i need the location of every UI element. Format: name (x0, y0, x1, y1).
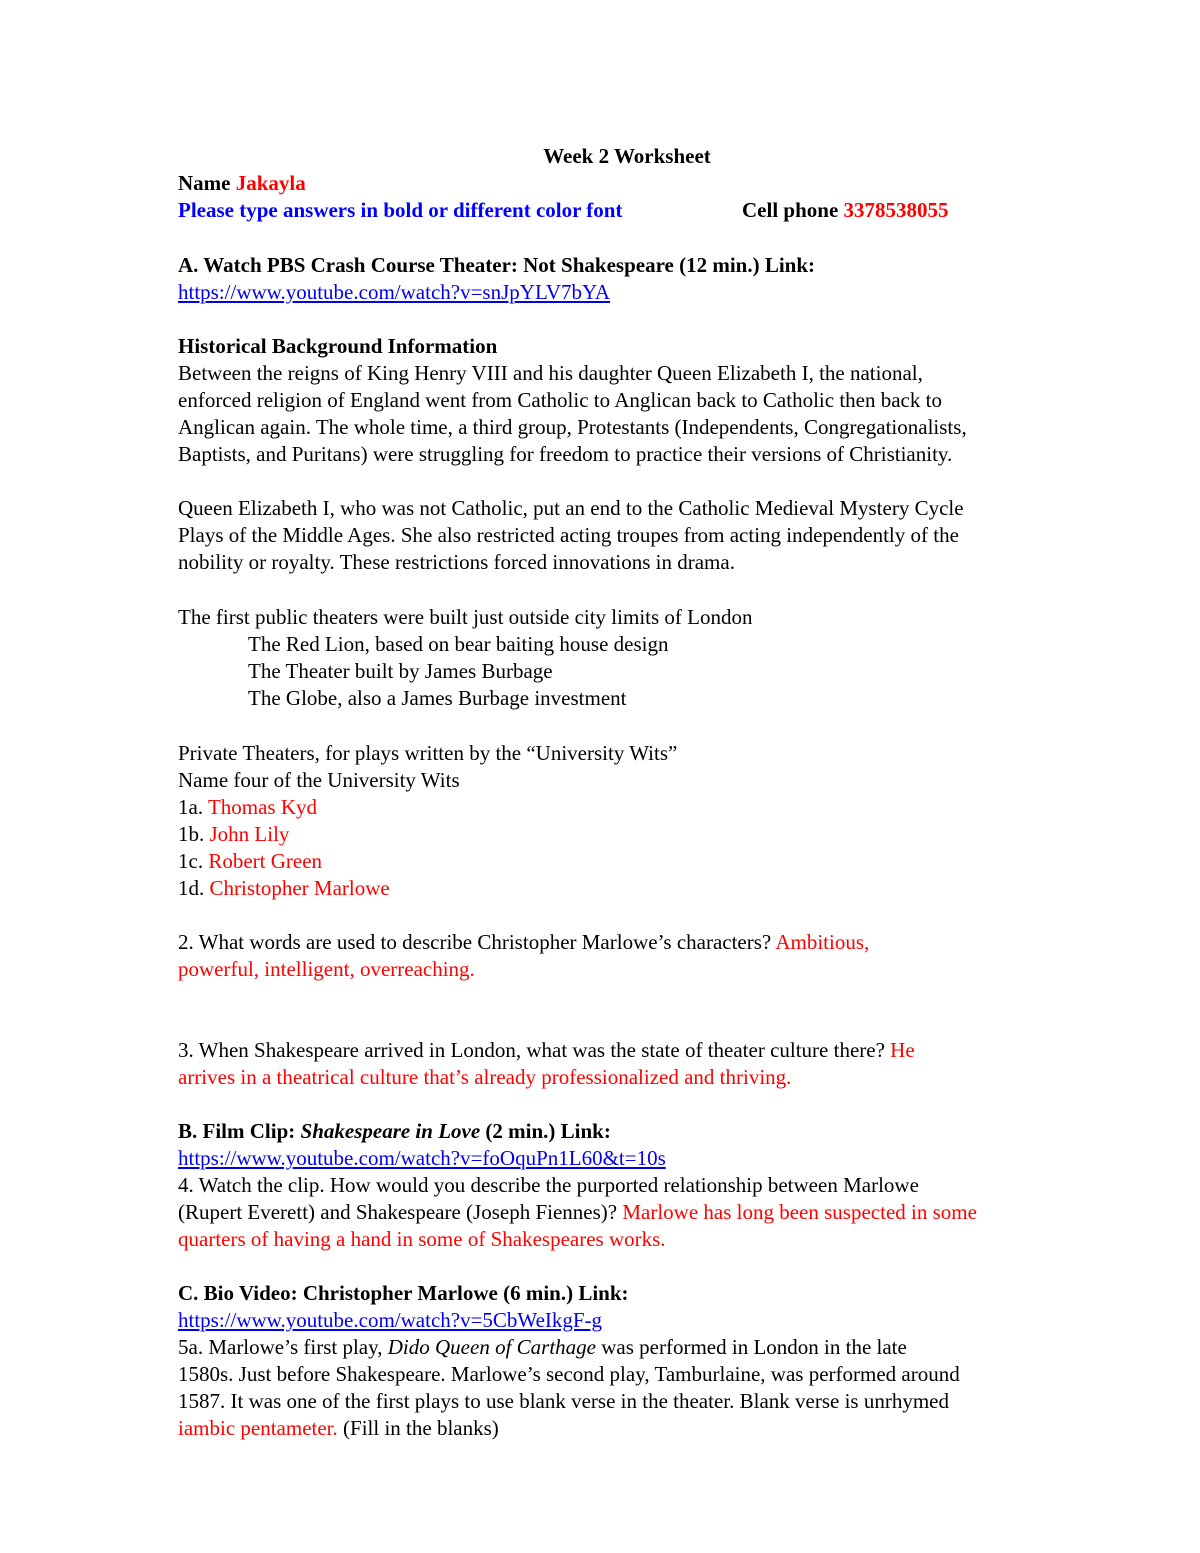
section-b-prefix: B. Film Clip: (178, 1119, 296, 1143)
background-text: nobility or royalty. These restrictions forced innovations in drama. (178, 550, 735, 574)
background-text: Baptists, and Puritans) were struggling for freedom to practice their versions of Christianity. (178, 442, 953, 466)
name-value: Jakayla (235, 171, 306, 195)
wits-item (178, 875, 390, 902)
section-b-link-line (178, 1145, 666, 1172)
section-c-heading: C. Bio Video: Christopher Marlowe (6 min.) Link: (178, 1281, 629, 1305)
instructions: Please type answers in bold or different color font (178, 198, 623, 222)
background-text: Plays of the Middle Ages. She also restricted acting troupes from acting independently of the (178, 523, 959, 547)
page-title: Week 2 Worksheet (543, 144, 711, 168)
question-2-answer-cont: powerful, intelligent, overreaching. (178, 957, 475, 981)
theaters-intro: The first public theaters were built just outside city limits of London (178, 605, 753, 629)
wits-item (178, 794, 317, 821)
wits-answer: Christopher Marlowe (209, 876, 390, 900)
question-3-answer: He (890, 1038, 915, 1062)
phone-value: 3378538055 (843, 198, 949, 222)
question-5-answer: iambic pentameter. (178, 1416, 338, 1440)
theater-item: The Theater built by James Burbage (248, 659, 553, 683)
section-c-link-line (178, 1307, 602, 1334)
wits-answer: Thomas Kyd (207, 795, 318, 819)
section-b-link[interactable]: https://www.youtube.com/watch?v=foOquPn1L60&t=10s (178, 1146, 666, 1170)
background-text: enforced religion of England went from Catholic to Anglican back to Catholic then back to (178, 388, 942, 412)
question-5-line4 (178, 1415, 499, 1442)
background-text: Anglican again. The whole time, a third group, Protestants (Independents, Congregationalists, (178, 415, 967, 439)
wits-item (178, 848, 322, 875)
section-a-link[interactable]: https://www.youtube.com/watch?v=snJpYLV7bYA (178, 280, 611, 304)
question-5-prefix: 5a. Marlowe’s first play, (178, 1335, 383, 1359)
wits-label: 1c. (178, 849, 204, 873)
section-b-suffix: (2 min.) Link: (485, 1119, 611, 1143)
question-4-line1: 4. Watch the clip. How would you describe the purported relationship between Marlowe (178, 1173, 919, 1197)
name-label: Name (178, 171, 231, 195)
wits-label: 1d. (178, 876, 205, 900)
theater-item: The Red Lion, based on bear baiting house design (248, 632, 669, 656)
phone-label: Cell phone (742, 198, 839, 222)
question-2-answer: Ambitious, (775, 930, 870, 954)
section-b-film-title: Shakespeare in Love (300, 1119, 481, 1143)
wits-prompt: Name four of the University Wits (178, 768, 460, 792)
phone-line (742, 197, 949, 224)
question-5-play-title: Dido Queen of Carthage (387, 1335, 596, 1359)
wits-label: 1a. (178, 795, 204, 819)
background-text: Queen Elizabeth I, who was not Catholic, put an end to the Catholic Medieval Mystery Cycle (178, 496, 964, 520)
question-5-line1 (178, 1334, 907, 1361)
wits-answer: Robert Green (208, 849, 323, 873)
section-b-heading (178, 1118, 611, 1145)
question-2-text: 2. What words are used to describe Christopher Marlowe’s characters? (178, 930, 772, 954)
question-4-text: (Rupert Everett) and Shakespeare (Joseph Fiennes)? (178, 1200, 618, 1224)
question-4-answer-cont: quarters of having a hand in some of Shakespeares works. (178, 1227, 666, 1251)
section-a-link-line (178, 279, 610, 306)
section-c-link[interactable]: https://www.youtube.com/watch?v=5CbWeIkgF-g (178, 1308, 603, 1332)
background-heading: Historical Background Information (178, 334, 498, 358)
wits-label: 1b. (178, 822, 205, 846)
theater-item: The Globe, also a James Burbage investment (248, 686, 627, 710)
question-3-answer-cont: arrives in a theatrical culture that’s already professionalized and thriving. (178, 1065, 792, 1089)
question-2 (178, 929, 869, 956)
wits-answer: John Lily (209, 822, 290, 846)
question-5-note: (Fill in the blanks) (343, 1416, 499, 1440)
question-4-line2 (178, 1199, 977, 1226)
question-4-answer: Marlowe has long been suspected in some (622, 1200, 977, 1224)
question-5-line2: 1580s. Just before Shakespeare. Marlowe’s second play, Tamburlaine, was performed around (178, 1362, 960, 1386)
section-a-heading: A. Watch PBS Crash Course Theater: Not Shakespeare (12 min.) Link: (178, 253, 816, 277)
question-3-text: 3. When Shakespeare arrived in London, what was the state of theater culture there? (178, 1038, 885, 1062)
question-5-line3: 1587. It was one of the first plays to use blank verse in the theater. Blank verse is unrhymed (178, 1389, 949, 1413)
name-line (178, 170, 306, 197)
wits-item (178, 821, 289, 848)
background-text: Between the reigns of King Henry VIII and his daughter Queen Elizabeth I, the national, (178, 361, 923, 385)
question-3 (178, 1037, 915, 1064)
private-theaters: Private Theaters, for plays written by the “University Wits” (178, 741, 678, 765)
question-5-suffix: was performed in London in the late (601, 1335, 907, 1359)
